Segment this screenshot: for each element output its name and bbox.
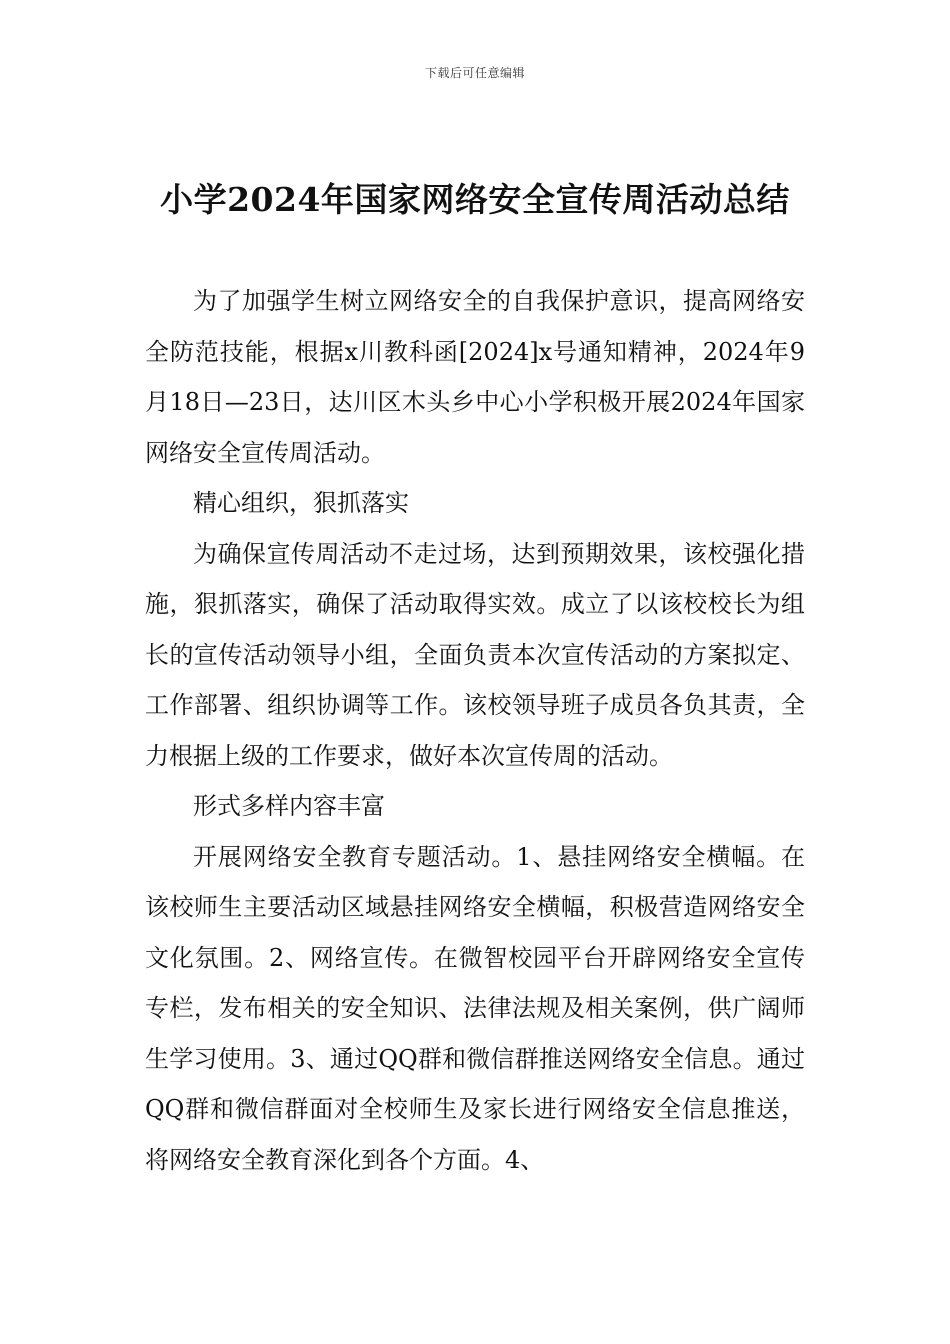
document-body bbox=[145, 276, 805, 1185]
section-heading-forms: 形式多样内容丰富 bbox=[193, 792, 385, 820]
page-header: 下载后可任意编辑 bbox=[424, 66, 525, 80]
paragraph-activities: 开展网络安全教育专题活动。1、悬挂网络安全横幅。在该校师生主要活动区域悬挂网络安全横幅，积极营造网络安全文化氛围。2、网络宣传。在微智校园平台开辟网络安全宣传专栏，发布相关的安全知识、法律法规及相关案例，供广阔师生学习使用。3、通过QQ群和微信群推送网络安全信息。通过QQ群和微信群面对全校师生及家长进行网络安全信息推送，将网络安全教育深化到各个方面。4、 bbox=[145, 842, 805, 1174]
paragraph-organize: 为确保宣传周活动不走过场，达到预期效果，该校强化措施，狠抓落实，确保了活动取得实效。成立了以该校校长为组长的宣传活动领导小组，全面负责本次宣传活动的方案拟定、工作部署、组织协调等工作。该校领导班子成员各负其责，全力根据上级的工作要求，做好本次宣传周的活动。 bbox=[145, 539, 805, 770]
document-title: 小学2024年国家网络安全宣传周活动总结 bbox=[160, 180, 790, 219]
section-heading-organize: 精心组织，狠抓落实 bbox=[193, 489, 409, 517]
paragraph-intro: 为了加强学生树立网络安全的自我保护意识，提高网络安全防范技能，根据x川教科函[2024]x号通知精神，2024年9月18日—23日，达川区木头乡中心小学积极开展2024年国家网络安全宣传周活动。 bbox=[145, 287, 805, 467]
